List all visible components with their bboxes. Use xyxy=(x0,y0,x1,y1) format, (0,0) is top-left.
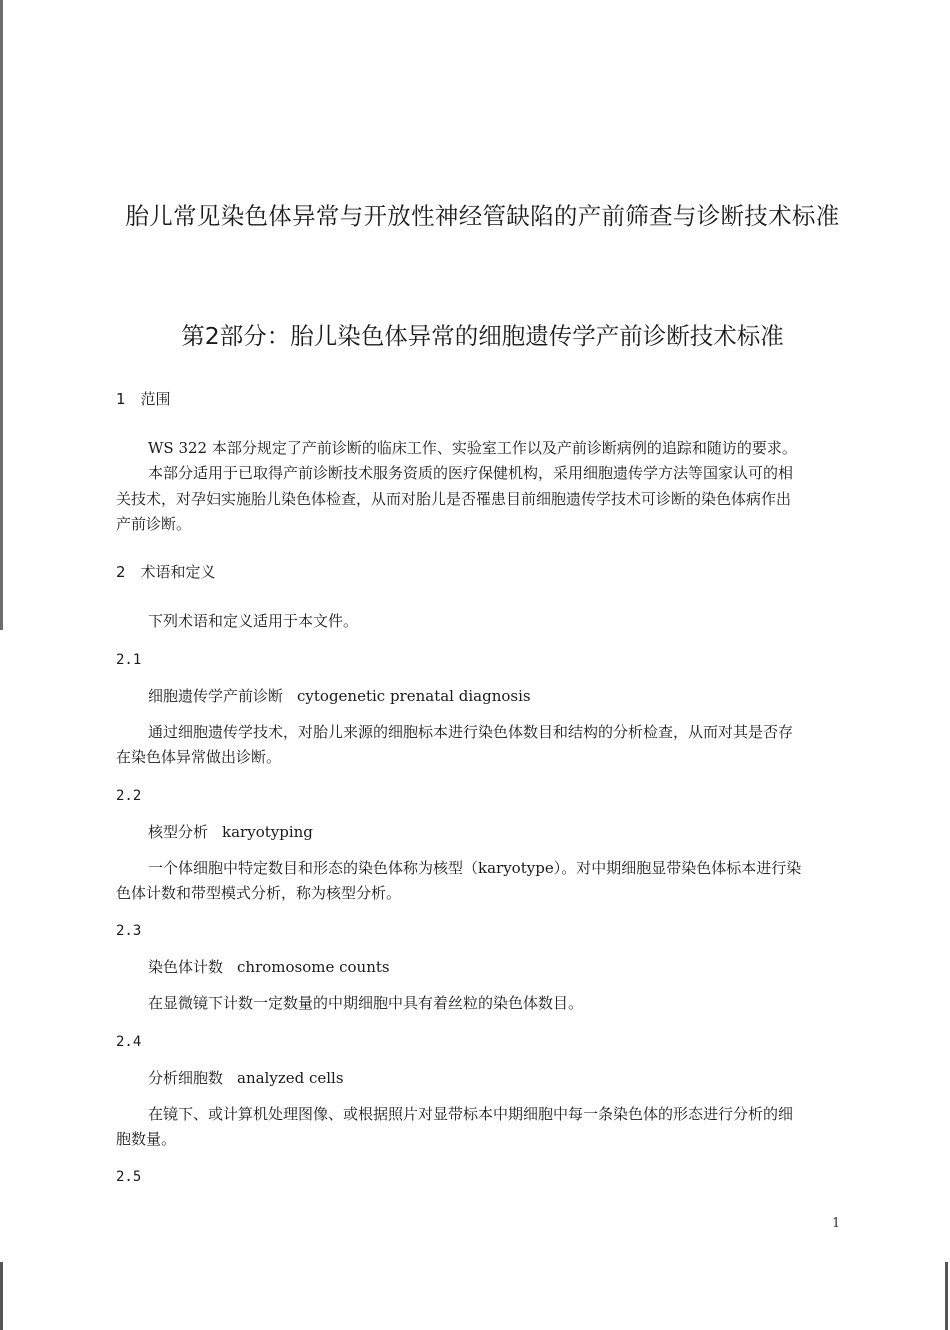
term-en: chromosome counts xyxy=(237,958,390,976)
document-subtitle: 第2部分：胎儿染色体异常的细胞遗传学产前诊断技术标准 xyxy=(181,322,784,350)
paragraph: 下列术语和定义适用于本文件。 xyxy=(148,612,359,630)
clause-number: 2.4 xyxy=(116,1034,142,1050)
term-entry xyxy=(148,820,313,844)
clause-number: 2.5 xyxy=(116,1169,142,1185)
definition: 色体计数和带型模式分析，称为核型分析。 xyxy=(116,884,402,902)
scan-edge xyxy=(0,1262,3,1330)
term-entry xyxy=(148,955,390,979)
paragraph: 产前诊断。 xyxy=(116,515,192,533)
term-zh: 分析细胞数 xyxy=(148,1069,224,1087)
definition: 一个体细胞中特定数目和形态的染色体称为核型（karyotype）。对中期细胞显带染色体标本进行染 xyxy=(148,859,802,877)
clause-number: 2.1 xyxy=(116,652,142,668)
definition: 在显微镜下计数一定数量的中期细胞中具有着丝粒的染色体数目。 xyxy=(148,994,584,1012)
term-entry xyxy=(148,1066,344,1090)
definition: 在镜下、或计算机处理图像、或根据照片对显带标本中期细胞中每一条染色体的形态进行分析的细 xyxy=(148,1105,794,1123)
term-en: karyotyping xyxy=(222,823,313,841)
page-number: 1 xyxy=(832,1216,841,1231)
paragraph: WS 322 本部分规定了产前诊断的临床工作、实验室工作以及产前诊断病例的追踪和随访的要求。 xyxy=(148,439,797,457)
term-en: analyzed cells xyxy=(237,1069,344,1087)
term-zh: 染色体计数 xyxy=(148,958,224,976)
term-en: cytogenetic prenatal diagnosis xyxy=(297,687,531,705)
definition: 在染色体异常做出诊断。 xyxy=(116,748,282,766)
section-heading-scope: 1 范围 xyxy=(116,390,171,408)
term-entry xyxy=(148,684,531,708)
clause-number: 2.3 xyxy=(116,923,142,939)
section-heading-terms: 2 术语和定义 xyxy=(116,563,216,581)
clause-number: 2.2 xyxy=(116,788,142,804)
definition: 通过细胞遗传学技术，对胎儿来源的细胞标本进行染色体数目和结构的分析检查，从而对其是否存 xyxy=(148,723,794,741)
paragraph: 关技术，对孕妇实施胎儿染色体检查，从而对胎儿是否罹患目前细胞遗传学技术可诊断的染色体病作出 xyxy=(116,490,792,508)
paragraph: 本部分适用于已取得产前诊断技术服务资质的医疗保健机构，采用细胞遗传学方法等国家认可的相 xyxy=(148,464,794,482)
document-title: 胎儿常见染色体异常与开放性神经管缺陷的产前筛查与诊断技术标准 xyxy=(125,202,840,230)
term-zh: 细胞遗传学产前诊断 xyxy=(148,687,284,705)
scan-edge xyxy=(0,0,3,630)
definition: 胞数量。 xyxy=(116,1130,177,1148)
scan-edge xyxy=(945,1262,948,1330)
term-zh: 核型分析 xyxy=(148,823,209,841)
